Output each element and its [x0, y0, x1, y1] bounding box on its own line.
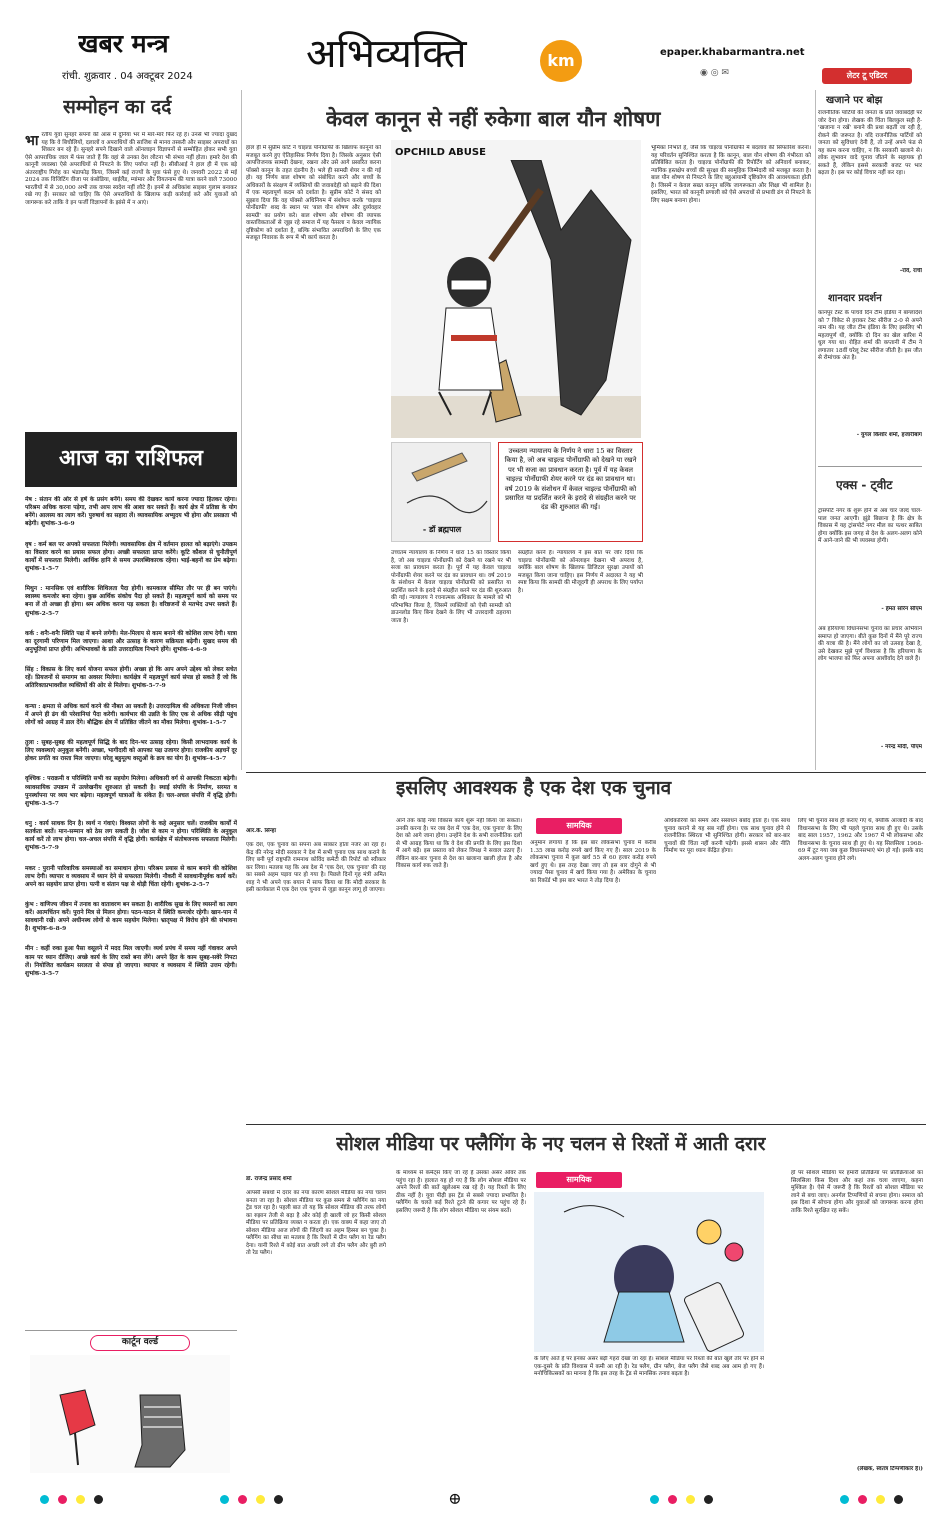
- story3-col4: हो पर सोशल मीडिया पर हमारी प्रतिक्रिया पर प्रतिक्रियाओं का सिलसिला किस दिशा और कहां तक चला जाएगा, कहना मुश्किल है। ऐसे में जरूरी है कि रिश्तों को सोशल मीडिया पर लाने से बचा जाए। अनर्गल टिप्पणियों से बचना होगा। समाज को इस दिशा में सोचना होगा और युवाओं को जागरूक करना होगा ताकि रिश्ते सुरक्षित रह सकें।: [791, 1170, 923, 1214]
- rashifal-item: वृश्चिक : पराक्रमी व परिस्थिति सभी का सहयोग मिलेगा। अधिकारी वर्ग से आपकी निकटता बढ़ेगी। व्यावसायिक उपक्रम में उल्लेखनीय शुरुआत हो सकती है। स्थाई संपत्ति के निर्माण, सरमत व पुनर्स्थापना पर व्यय भार बढ़ेगा। महत्वपूर्ण यात्राओं के संकेत हैं। चल-अचल संपत्ति में वृद्धि होगी। शुभांक-3-5-7: [25, 775, 237, 807]
- footer-bar: [0, 1485, 945, 1517]
- letter2-sign: - युगल किशोर शर्मा, हजारीबाग: [856, 432, 922, 438]
- logo-text: km: [547, 50, 575, 70]
- cartoon-illustration: [30, 1355, 230, 1473]
- letter2-body: कानपुर टेस्ट के पांचवें दिन टीम इंडिया ने बांग्लादेश को 7 विकेट से हराकर टेस्ट सीरीज 2-0 से अपने नाम की। यह जीत टीम इंडिया के लिए इसलिए भी महत्वपूर्ण थी, क्योंकि दो दिन का खेल बारिश में धुल गया था। रोहित शर्मा की कप्तानी में टीम ने लगातार 18वीं घरेलू टेस्ट सीरीज जीती है। इस जीत से रोमांचक अंत है।: [818, 310, 922, 362]
- main-story: [246, 90, 813, 770]
- column-divider: [241, 90, 242, 770]
- main-col-4: भूमिका निभाते हैं, जैसे कि चाइल्ड पोर्नोग्राफी में बदलाव की सिफारिश करना। यह परिवर्तन सुनिश्चित करता है कि कानून, बाल यौन शोषण की गंभीरता को प्रतिबिंबित करता है। चाइल्ड पोर्नोग्राफी की रिपोर्टिंग को अनिवार्य बनाकर, न्यायिक हस्तक्षेप बच्चों की सुरक्षा की सामूहिक जिम्मेदारी को मजबूत करता है। बाल यौन शोषण से निपटने के लिए बहुआयामी दृष्टिकोण की आवश्यकता होती है। जिसमें न केवल सख्त कानून बल्कि जागरूकता और शिक्षा भी शामिल है। इसलिए, भारत को कानूनी प्रणाली को ऐसे अपराधों से प्रभावी ढंग से निपटने के लिए सक्षम बनाना होगा।: [651, 145, 811, 204]
- rashifal-banner: [25, 432, 237, 487]
- registration-dot: [704, 1495, 713, 1504]
- registration-dot: [94, 1495, 103, 1504]
- rashifal-item: मिथुन : मानसिक एवं शारीरिक शिथिलता पैदा होगी। कामकाज सीमित तौर पर ही बन पाएंगे। स्वास्थ्य कमजोर बना रहेगा। कुछ आर्थिक संकोच पैदा हो सकते हैं। महत्वपूर्ण कार्य को समय पर बना लें तो अच्छा ही होगा। श्रम अधिक करना पड़ सकता है। वरिष्ठजनों से मतभेद उभर सकते हैं। शुभांक-2-5-7: [25, 585, 237, 617]
- letter-tag-text: लेटर टू एडिटर: [846, 70, 888, 80]
- dateline: रांची. शुक्रवार . 04 अक्टूबर 2024: [62, 71, 193, 82]
- story3-tag: [536, 1172, 622, 1188]
- rashifal-item: कर्क : शनैः-शनैः स्थिति पक्ष में बनने लगेगी। मेल-मिलाप से काम बनाने की कोशिश लाभ देगी। यात्रा का दूरगामी परिणाम मिल जाएगा। आशा और उत्साह के कारण सक्रियता बढ़ेगी। सुखद समय की अनुभूतियां प्राप्त होंगी। अभिभावकों के प्रति उत्तरदायित्व निभाने होंगे। शुभांक-4-6-9: [25, 629, 237, 653]
- newspaper-name: खबर मन्त्र: [78, 29, 169, 58]
- drop-cap: भा: [25, 133, 39, 149]
- pen-icon: [392, 443, 491, 523]
- registration-dot: [40, 1495, 49, 1504]
- story3-illustration: [534, 1192, 764, 1352]
- social-icons: [700, 68, 800, 80]
- story-two: [246, 776, 926, 1121]
- registration-dot: [650, 1495, 659, 1504]
- right-divider: [818, 466, 922, 467]
- social-icon: ◉ ◎ ✉: [700, 68, 729, 78]
- registration-dot: [686, 1495, 695, 1504]
- section-divider: [246, 772, 926, 773]
- rashifal-item: सिंह : विकास के लिए कार्य योजना सफल होगी। अच्छा हो कि आप अपने उद्देश्य को लेकर सचेत रहें। प्रियजनों से समागम का अवसर मिलेगा। कार्यक्षेत्र में महत्वपूर्ण कार्य संपन्न हो सकते हैं जो कि अतिरिक्तप्रभावशील व्यक्तियों की ओर से मिलेगा। शुभांक-5-7-9: [25, 666, 237, 690]
- image-caption: OPCHILD ABUSE: [395, 147, 486, 158]
- story2-col5: लिए भी चुनाव साथ ही कराए गए थे, क्योंकि आजादी के बाद विधानसभा के लिए भी पहले चुनाव साथ ही हुए थे। उसके बाद साल 1957, 1962 और 1967 में भी लोकसभा और विधानसभा के चुनाव साथ ही हुए थे। यह सिलसिला 1968-69 में टूट गया जब कुछ विधानसभाएं भंग हो गईं। इसके बाद अलग-अलग चुनाव होने लगे।: [798, 818, 923, 862]
- author-name: - डॉ ब्रह्मपाल: [422, 525, 462, 534]
- tweet1-sign: - हेमंत सोरेन सीएम: [881, 606, 922, 612]
- cartoon-box: [25, 1330, 237, 1475]
- main-col-3: संग्रहीत करने हैं। न्यायालय ने इस बात पर जोर दिया कि चाइल्ड पोर्नोग्राफी को ऑनलाइन देखना भी अपराध है, क्योंकि बाल शोषण के खिलाफ डिजिटल सुरक्षा उपायों को मजबूत किया जाना चाहिए। इस निर्णय में अदालत ने यह भी स्पष्ट किया कि सामग्री की मौजूदगी ही अपराध के लिए पर्याप्त है।: [518, 550, 643, 594]
- left-column: [25, 90, 237, 1475]
- rashifal-item: मीन : कहीं रुका हुआ पैसा वसूलने में मदद मिल जाएगी। व्यर्थ प्रपंच में समय नहीं गंवाकर अपने काम पर ध्यान दीजिए। अच्छे कार्य के लिए रास्ते बना लेंगे। अपने हित के काम सुबह-सवेरे निपटा लें। नियोजित कार्यक्रम सरलता से संपन्न हो जाएगा। व्यापार व व्यवसाय में स्थिति उत्तम रहेगी। शुभांक-3-5-7: [25, 945, 237, 977]
- right-column: [818, 66, 925, 770]
- left-headline: सम्मोहन का दर्द: [63, 96, 172, 118]
- pull-quote: [498, 442, 643, 542]
- letter1-body: राजनीतिक पार्टियों की जनता के प्रति जवाबदेही पर जोर देना होगा। लेखक की चिंता बिलकुल सही है-'खजाना न रखें' बनाने की प्रथा बढ़ती जा रही है, रोकने की जरूरत है। यदि राजनीतिक पार्टियों को जनता को सुविधाएं देनी हैं, तो उन्हें अपने फंड से यह काम करना चाहिए, न कि सरकारी खजाने से। लोक लुभावन वादे चुनाव जीतने के सहायक हो सकते हैं, लेकिन इससे सरकारी बजट पर भार बढ़ता है। इस पर कोई विचार नहीं कर रहा।: [818, 110, 922, 177]
- registration-dot: [238, 1495, 247, 1504]
- story3-col3: के लिए आते हैं पर इनका असर बढ़ी गहरा देखा जा रहा है। सोशल मीडिया पर रिश्तों की बात खुले तौर पर होने से एक-दूसरे के प्रति विश्वास में कमी आ रही है। रेड फ्लैग, ग्रीन फ्लैग, बेज फ्लैग जैसे शब्द अब आम हो गए हैं। मनोचिकित्सकों का मानना है कि इस तरह के ट्रेंड से मानसिक तनाव बढ़ता है।: [534, 1356, 764, 1378]
- story2-col1: एक देश, एक चुनाव का सपना अब साकार होता नजर आ रहा है। केंद्र की नरेन्द्र मोदी सरकार ने देश में सभी चुनाव एक साथ कराने के लिए बनी पूर्व राष्ट्रपति रामनाथ कोविंद कमेटी की रिपोर्ट को स्वीकार कर लिया। मतलब यह कि अब देश में 'एक देश, एक चुनाव' की राह का सबसे अहम पड़ाव पार हो गया है। पिछले दिनों गृह मंत्री अमित शाह ने भी अपने एक बयान में साफ किया था कि मोदी सरकार के इसी कार्यकाल में एक देश एक चुनाव से जुड़ा कानून लागू हो जाएगा।: [246, 842, 386, 894]
- rashifal-item: कुंभ : वाणिज्य जीवन में तनाव का वातावरण बन सकता है। शारीरिक सुख के लिए व्यसनों का त्याग करें। आत्मचिंतन करें। पुराने मित्र से मिलन होगा। पठन-पाठन में स्थिति कमजोर रहेगी। खान-पान में सावधानी रखें। अपने अधीनस्थ लोगों से काम सहयोग मिलेगा। भ्रातृपक्ष में विरोध होने की संभावना है। शुभांक-6-8-9: [25, 900, 237, 933]
- section-divider: [246, 1124, 926, 1125]
- main-col-2: उच्चतम न्यायालय के निर्णय ने धारा 15 का विस्तार किया है, जो अब चाइल्ड पोर्नोग्राफी को देखने या रखने पर भी सजा का प्रावधान करता है। पूर्व में यह केवल चाइल्ड पोर्नोग्राफी शेयर करने पर दंड का प्रावधान था। वर्ष 2019 के संशोधन में केवल चाइल्ड पोर्नोग्राफी को प्रसारित या प्रदर्शित करने के इरादे से संग्रहीत करने पर दंड की शुरुआत की गई। न्यायालय ने रचनात्मक अधिकार के मामले को भी परिभाषित किया है, जिसमें व्यक्तियों को ऐसी सामग्री को डाउनलोड किए बिना देखने के लिए भी उत्तरदायी ठहराया जाता है।: [391, 550, 511, 624]
- story-three: [246, 1128, 926, 1483]
- registration-dot: [894, 1495, 903, 1504]
- rashifal-title: आज का राशिफल: [59, 446, 203, 472]
- story2-col3: अनुमान लगाया है कि इस बार लोकसभा चुनाव में करीब 1.35 लाख करोड़ रुपये खर्च किए गए हैं। साल 2019 के लोकसभा चुनाव में कुल खर्च 55 से 60 हजार करोड़ रुपये खर्च हुए थे। इस तरह देखा जाए तो इस बार दोगुने से भी ज्यादा पैसा चुनाव में खर्च किया गया है। अमेरिका के चुनाव का रिकॉर्ड भी इस बार भारत ने तोड़ दिया है।: [530, 840, 656, 884]
- story3-col1: आपसी संबंधों में दरार का नया कारण सोशल मीडिया का नया चलन बनता जा रहा है। सोशल मीडिया पर कुछ समय से फ्लैगिंग का नया ट्रेंड चल रहा है। पहली बात तो यह कि सोशल मीडिया की तरफ लोगों का रुझान तेजी से बढ़ा है और कोई ही खाली जो हर किसी सोशल मीडिया पर प्रतिक्रिया व्यक्त न करता हो। एक वाक्य में कहा जाए तो सोशल मीडिया आज लोगों की जिंदगी का अहम हिस्सा बन चुका है। फ्लैगिंग का सीधा सा मतलब है कि रिश्तों में ग्रीन फ्लैग या रेड फ्लैग देना। यानी रिश्ते में कोई बात अच्छी लगे तो ग्रीन फ्लैग और बुरी लगे तो रेड फ्लैग।: [246, 1190, 386, 1257]
- registration-dot: [256, 1495, 265, 1504]
- main-illustration: [391, 140, 641, 438]
- sad-girl-phone-illustration: [534, 1192, 764, 1352]
- site-logo: [540, 40, 582, 82]
- cartoon-label: [90, 1335, 190, 1351]
- registration-dot: [58, 1495, 67, 1504]
- rashifal-list: [25, 496, 237, 1356]
- story2-col2: आने तक कोई नया विकास कार्य शुरू नहीं किया जा सकता। उनकी करना है। पर जब देश में 'एक देश, एक चुनाव' के लिए देश को आगे जाना होगा। उन्होंने देश के सभी राजनीतिक दलों से भी आग्रह किया था कि वे देश की प्रगति के लिए इस दिशा में आगे बढ़ें। इस प्रस्ताव को लेकर विपक्ष ने सवाल उठाए हैं। लेकिन बार-बार चुनाव से देश का खजाना खाली होता है और विकास कार्य रुक जाते हैं।: [396, 818, 522, 870]
- pull-quote-text: उच्चतम न्यायालय के निर्णय ने धारा 15 का विस्तार किया है, जो अब चाइल्ड पोर्नोग्राफी को देखने या रखने पर भी सजा का प्रावधान करता है। पूर्व में यह केवल चाइल्ड पोर्नोग्राफी शेयर करने पर दंड का प्रावधान था। वर्ष 2019 के संशोधन में केवल चाइल्ड पोर्नोग्राफी को प्रसारित या प्रदर्शित करने के इरादे से संग्रहीत करने पर दंड की शुरुआत की गई।: [504, 447, 637, 512]
- masthead: [0, 0, 945, 100]
- registration-dot: [858, 1495, 867, 1504]
- author-photo: [391, 442, 491, 542]
- letter-tag: [822, 68, 912, 84]
- left-article-text: रतीय युवा सुनहरे सपनों की आस में दुनिया भर में मारे-मारे फिर रहे हैं। उनसे भी ज्यादा दुखद यह कि वे बिचौलियों, दलालों व अपराधियों की साजिश से मानव तस्करी और साइबर अपराधों का शिकार बन रहे हैं। सुनहरे सपने दिखाने वाले ऑनलाइन विज्ञापनों से सम्मोहित होकर सभी युवा ऐसे आपराधिक जाल में फंस जाते हैं कि वहां से उनका देश लौटना भी संभव नहीं होता। हमारे देश की कानूनी व्यवस्था ऐसे अपराधियों से निपटने के लिए पर्याप्त नहीं है। सीबीआई ने हाल ही में एक बड़े अंतरराष्ट्रीय गिरोह का भंडाफोड़ किया, जिसमें कई राज्यों के युवा फंसे हुए थे। जनवरी 2022 से मई 2024 तक विजिटिंग वीजा पर कंबोडिया, थाईलैंड, म्यांमार और वियतनाम की यात्रा करने वाले 73000 भारतीयों में से 30,000 अभी तक वापस स्वदेश नहीं लौटे हैं। इनमें से अधिकांश साइबर गुलाम बनाकर रखे गए हैं। सरकार को चाहिए कि ऐसे अपराधियों के खिलाफ कड़ी कार्रवाई करे और युवाओं को जागरूक करे ताकि वे इन फर्जी विज्ञापनों के झांसे में न आएं।: [25, 132, 237, 206]
- story3-headline: सोशल मीडिया पर फ्लैगिंग के नए चलन से रिश्तों में आती दरार: [336, 1133, 766, 1155]
- main-col-1: हाल ही में सुप्रीम कोर्ट ने चाइल्ड पोर्नोग्राफी के खिलाफ कानूनों को मजबूत करने हुए ऐतिहासिक निर्णय दिया है। जिसके अनुसार ऐसी आपत्तिजनक सामग्री देखना, रखना और उसे आगे प्रसारित करना पॉक्सो कानून के तहत दंडनीय है। भले ही सामग्री शेयर न की गई हो। यह निर्णय बाल शोषण को संबोधित करने और बच्चों के अधिकारों के संरक्षण में व्यक्तियों की जवाबदेही को बढ़ाने की दिशा में एक महत्वपूर्ण कदम को दर्शाता है। सुप्रीम कोर्ट ने संसद को सुझाव दिया कि वह पॉक्सो अधिनियम में संशोधन करके 'चाइल्ड पोर्नोग्राफी' शब्द के स्थान पर 'बाल यौन शोषण और दुर्व्यवहार सामग्री' का प्रयोग करे। बाल शोषण और शोषण की व्यापक वास्तविकताओं से जूझ रहे समाज में यह फैसला न केवल न्यायिक दृष्टिकोण को दर्शाता है, बल्कि संभावित अपराधियों के लिए एक मजबूत निवारक के रूप में भी कार्य करता है।: [246, 145, 381, 242]
- section-title: अभिव्यक्ति: [306, 31, 467, 77]
- story2-author: आर.के. सिन्हा: [246, 828, 276, 834]
- tweet-title: एक्स - ट्वीट: [836, 478, 893, 492]
- story3-sign: (लेखक, स्वतंत्र टिप्पणीकार हैं।): [856, 1466, 923, 1472]
- epaper-url: epaper.khabarmantra.net: [660, 47, 805, 58]
- child-abuse-illustration: [391, 160, 641, 438]
- column-divider: [815, 90, 816, 770]
- story3-author: डॉ. राजेन्द्र प्रसाद शर्मा: [246, 1176, 292, 1182]
- story3-tag-text: सामयिक: [566, 1174, 592, 1184]
- registration-dot: [668, 1495, 677, 1504]
- registration-mark-icon: ⊕: [448, 1489, 462, 1508]
- registration-dot: [274, 1495, 283, 1504]
- tweet2-sign: - नरेन्द्र मोदी, पीएम: [880, 744, 922, 750]
- letter1-title: खजाने पर बोझ: [826, 95, 883, 106]
- rashifal-item: मेष : संतान की ओर से हर्ष के प्रसंग बनेंगे। समय की देखकर कार्य करना ज्यादा हितकर रहेगा। परिश्रम अधिक करना पड़ेगा, तभी आप लाभ की आशा कर सकते हैं। कार्य क्षेत्र में प्रतिष्ठा के योग बनेंगे। आलस्य का त्याग करें। पुरुषार्थ का सहारा लें। व्यावसायिक अभ्युदय भी होगा और प्रसन्नता भी बढ़ेगी। शुभांक-3-6-9: [25, 496, 237, 528]
- registration-dot: [876, 1495, 885, 1504]
- rashifal-item: वृष : कर्म बल पर अपको सफलता मिलेगी। व्यावसायिक क्षेत्र में वर्तमान हालत को बढ़ाएंगे। उपक्रम का विस्तार करने का प्रयास सफल होगा। अच्छी सफलता प्राप्त करेंगे। कूटि कौशल से चुनौतीपूर्ण कार्यों में सफलता मिलेगी। आर्थिक हानि से समय उपलब्धिकारक रहेगा। भाई-बहनों का प्रेम बढ़ेगा। शुभांक-1-5-7: [25, 540, 237, 572]
- letter1-sign: -रवि, रांची: [899, 268, 922, 274]
- rashifal-item: मकर : पुरानी पारिवारिक समस्याओं का समाधान होगा। परिश्रम प्रयास से काम बनाने की कोशिश लाभ देगी। व्यापार व व्यवसाय में ध्यान देने से सफलता मिलेगी। नौकरी में सावधानीपूर्वक कार्य करें। अपने का सहयोग प्राप्त होगा। पत्नी व संतान पक्ष से थोड़ी चिंता रहेगी। शुभांक-2-5-7: [25, 864, 237, 888]
- registration-dot: [220, 1495, 229, 1504]
- cartoon-label-text: कार्टून वर्ल्ड: [121, 1337, 159, 1348]
- rashifal-item: तुला : सुबह-सुबह की महत्वपूर्ण सिद्धि के बाद दिन-भर उत्साह रहेगा। किसी लाभदायक कार्य के लिए व्यवस्थाएं अनुकूल बनेंगी। अच्छा, भागीदारी को आपका पक्ष उजागर होगा। राजकीय अड़चनें दूर होकर प्रगति का रास्ता मिल जाएगा। घरेलू बहुमूल्य वस्तुओं के क्रय का योग है। शुभांक-4-5-7: [25, 738, 237, 763]
- left-article-body: [25, 132, 237, 422]
- rashifal-item: धनु : कार्य साधक दिन है। व्यर्थ न गंवाएं। विश्वस्त लोगों के कहे अनुसार चलें। राजकीय कार्यों में सतर्कता बरतें। मान-सम्मान को ठेस लग सकती है। जोश से काम न होगा। परिस्थिति के अनुकूल कार्य करें तो लाभ होगा। चल-अचल संपत्ति में वृद्धि होगी। कार्यक्षेत्र में संतोषजनक सफलता मिलेगी। शुभांक-5-7-9: [25, 819, 237, 852]
- letter2-title: शानदार प्रदर्शन: [828, 293, 882, 304]
- story2-col4: अधिकारियों का समय और संसाधन बर्बाद होता है। एक साथ चुनाव कराने से यह सब नहीं होगा। एक साथ चुनाव होने से राजनीतिक स्थिरता भी सुनिश्चित होगी। सरकार को बार-बार चुनावों की चिंता नहीं करनी पड़ेगी। इससे शासन और नीति निर्माण पर पूरा ध्यान केंद्रित होगा।: [664, 818, 790, 855]
- story2-tag-text: सामयिक: [566, 820, 592, 830]
- story2-tag: [536, 818, 622, 834]
- tweet2: अब हरियाणा विधानसभा चुनाव का प्रचार अभियान समाप्त हो जाएगा। बीते कुछ दिनों में मैंने पूरे राज्य की यात्रा की है। मैंने लोगों का जो उत्साह देखा है, उसे देखकर मुझे पूर्ण विश्वास है कि हरियाणा के लोग भाजपा को फिर अपना आशीर्वाद देने वाले हैं।: [818, 626, 922, 663]
- registration-dot: [76, 1495, 85, 1504]
- main-headline: केवल कानून से नहीं रुकेगा बाल यौन शोषण: [326, 107, 661, 131]
- story3-col2: के माध्यम से कमेंट्स किए जा रहे हैं उसका असर ओवर तक पहुंच रहा है। हालात यह हो गए हैं कि लोग सोशल मीडिया पर अपने रिश्तों की बातें खुलेआम रख रहे हैं। यह रिश्तों के लिए ठीक नहीं है। युवा पीढ़ी इस ट्रेंड से सबसे ज्यादा प्रभावित है। फ्लैगिंग के चलते कई रिश्ते टूटने की कगार पर पहुंच रहे हैं। इसलिए जरूरी है कि लोग सोशल मीडिया पर संयम बरतें।: [396, 1170, 526, 1214]
- registration-dot: [840, 1495, 849, 1504]
- story2-headline: इसलिए आवश्यक है एक देश एक चुनाव: [396, 777, 672, 799]
- rashifal-item: कन्या : क्षमता से अधिक कार्य करने की नौबत आ सकती है। उत्तरदायित्व की अधिकता निजी जीवन में अपने ही ढंग की परेशानियां पैदा करेगी। कार्यभार की उन्नति के लिए एक से अधिक सीढ़ी पहुंच लोगों को आग्रह में डाल देंगे। बौद्धिक क्षेत्र में प्रतिष्ठित जीतने का मौका मिलेगा। शुभांक-1-5-7: [25, 702, 237, 726]
- tweet1: ट्रांसपोर्ट नगर के शुरू होने से अब चार जल्द चाल-पाल जनत आएगी। झुंडे बिछाना है कि क्षेत्र के विकास में यह ट्रांसपोर्ट नगर मील का पत्थर साबित होगा क्योंकि इस जगह से देश के अलग-अलग कोने में आने-जाने की भी व्यवस्था होगी।: [818, 508, 922, 545]
